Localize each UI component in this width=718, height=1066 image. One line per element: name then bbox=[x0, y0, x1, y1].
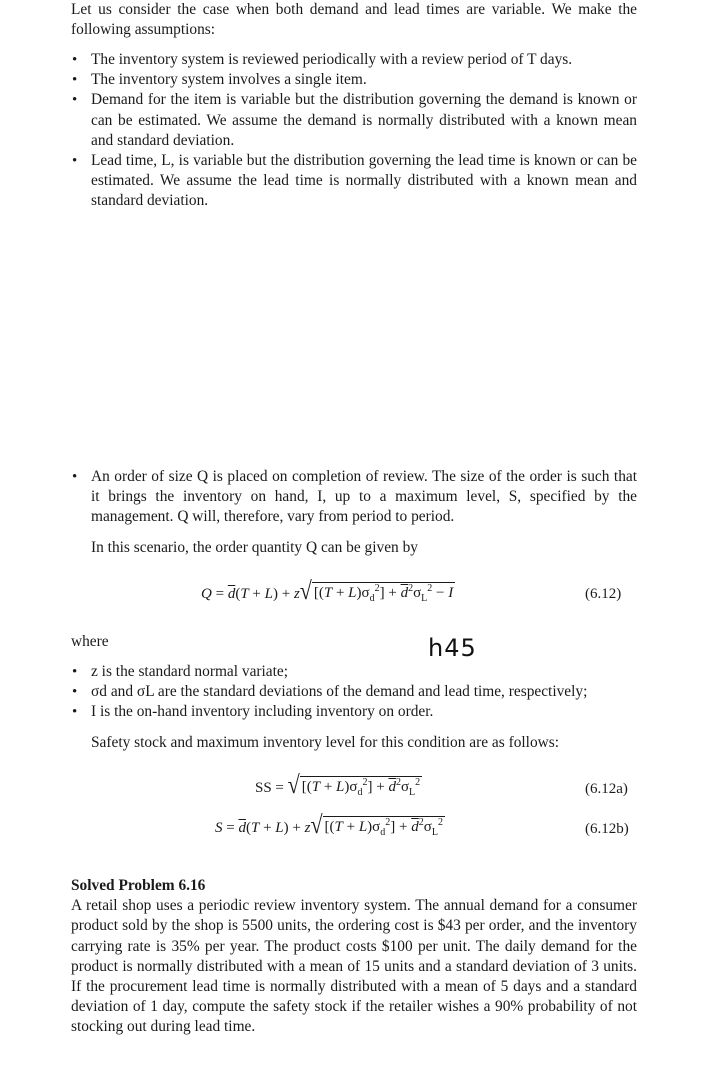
definitions-list bbox=[71, 662, 637, 723]
list-item: • The inventory system involves a single item. bbox=[71, 70, 637, 90]
list-item: • Lead time, L, is variable but the distribution governing the lead time is known or can be estimated. We assume the lead time is normally distributed with a known mean and standard deviation. bbox=[71, 151, 637, 212]
intro-section bbox=[71, 0, 637, 40]
intro-paragraph: Let us consider the case when both demand and lead times are variable. We make the following assumptions: bbox=[71, 1, 637, 39]
solved-problem-body: A retail shop uses a periodic review inventory system. The annual demand for a consumer product sold by the shop is 5500 units, the ordering cost is $43 per order, and the inventory carrying rate is 35% per year. The product costs $100 per unit. The daily demand for the product is normally distributed with a mean of 15 units and a standard deviation of 3 units. If the procurement lead time is normally distributed with a mean of 5 days and a standard deviation of 1 day, compute the safety stock if the retailer wishes a 90% probability of not stocking out during lead time. bbox=[71, 897, 637, 1036]
handwritten-note: h45 bbox=[428, 634, 477, 662]
where-label: where bbox=[71, 633, 109, 650]
order-section bbox=[71, 467, 637, 558]
equation-6-12: $Q = \overline{d}(T + L) + z$ √ $[(T + L)\sigma_d^2] + \overline{d}^2\sigma_L^2 - I$ bbox=[201, 575, 454, 605]
scenario-paragraph: In this scenario, the order quantity Q can be given by bbox=[91, 538, 418, 556]
list-item: • An order of size Q is placed on completion of review. The size of the order is such that it brings the inventory on hand, I, up to a maximum level, S, specified by the management. Q will, therefore, vary from period to period. bbox=[71, 467, 637, 528]
equation-number: (6.12b) bbox=[585, 821, 629, 837]
assumptions-section bbox=[71, 50, 637, 212]
equation-6-12b: $S = \overline{d}(T + L) + z$ √ $[(T + L)\sigma_d^2] + \overline{d}^2\sigma_L^2$ bbox=[215, 809, 443, 839]
definitions-section bbox=[71, 662, 637, 753]
order-list bbox=[71, 467, 637, 528]
solved-problem-section bbox=[71, 876, 637, 1038]
safety-paragraph: Safety stock and maximum inventory level for this condition are as follows: bbox=[91, 733, 560, 751]
assumptions-list bbox=[71, 50, 637, 212]
equation-number: (6.12) bbox=[585, 586, 622, 602]
equation-6-12a: SS = √ $[(T + L)\sigma_d^2] + \overline{d}^2\sigma_L^2$ bbox=[255, 769, 421, 799]
list-item: • z is the standard normal variate; bbox=[71, 662, 637, 682]
list-item: • Demand for the item is variable but the distribution governing the demand is known or can be estimated. We assume the demand is normally distributed with a known mean and standard deviation. bbox=[71, 90, 637, 151]
list-item: • σd and σL are the standard deviations of the demand and lead time, respectively; bbox=[71, 682, 637, 702]
equation-number: (6.12a) bbox=[585, 781, 628, 797]
list-item: • The inventory system is reviewed periodically with a review period of T days. bbox=[71, 50, 637, 70]
solved-problem-title: Solved Problem 6.16 bbox=[71, 877, 206, 894]
list-item: • I is the on-hand inventory including inventory on order. bbox=[71, 702, 637, 722]
